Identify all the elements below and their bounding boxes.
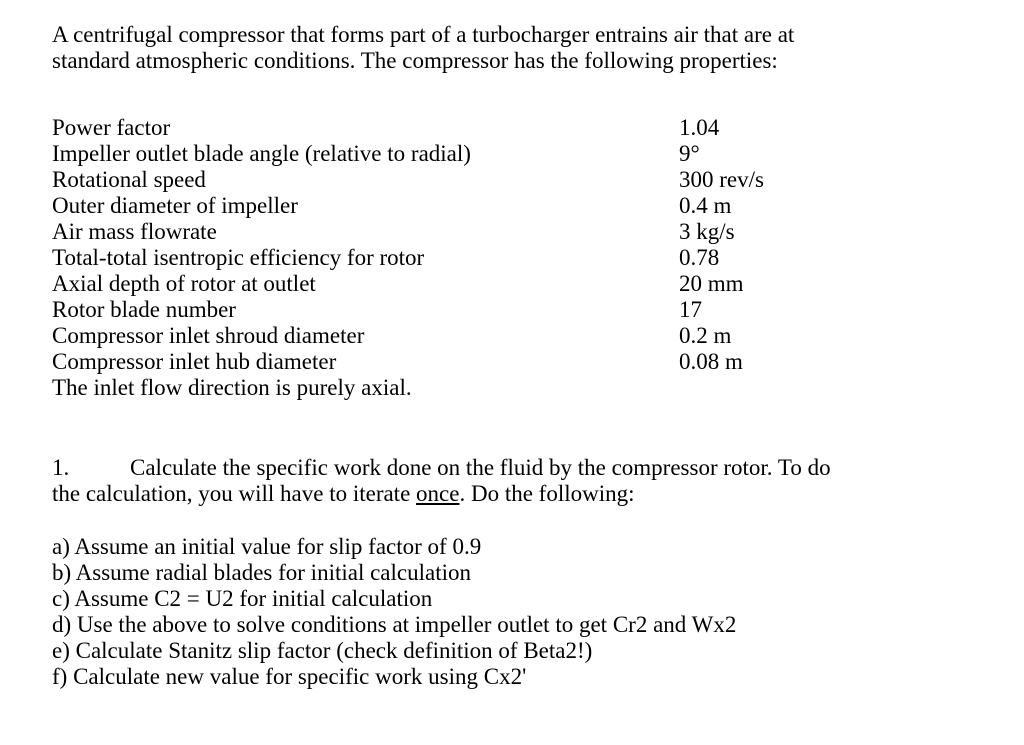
property-label: Impeller outlet blade angle (relative to radial) [52,141,471,166]
property-value: 0.78 [679,245,720,270]
question-text-before: the calculation, you will have to iterate [52,481,417,506]
property-label: Air mass flowrate [52,219,217,244]
property-label: Rotational speed [52,167,206,192]
property-value: 3 kg/s [679,219,735,244]
question-line-1 [52,455,972,481]
property-value: 0.08 m [679,349,743,374]
property-row [52,193,952,219]
intro-line-2: standard atmospheric conditions. The compressor has the following properties: [52,48,778,73]
intro-paragraph [52,22,952,74]
property-value: 1.04 [679,115,720,140]
question-text-after: . Do the following: [459,481,635,506]
question-line-2 [52,481,972,507]
property-row [52,349,952,375]
property-row [52,271,952,297]
property-value: 20 mm [679,271,744,296]
property-value: 17 [679,297,702,322]
steps-list [52,534,952,690]
properties-table [52,115,952,401]
property-row [52,115,952,141]
property-row [52,245,952,271]
property-label: Outer diameter of impeller [52,193,298,218]
question-1 [52,455,972,507]
property-value: 0.2 m [679,323,732,348]
property-label: Compressor inlet shroud diameter [52,323,365,348]
property-label: Axial depth of rotor at outlet [52,271,316,296]
question-number: 1. [52,455,70,480]
property-row [52,219,952,245]
property-value: 9° [679,141,700,166]
inlet-flow-note: The inlet flow direction is purely axial. [52,375,412,400]
step-item: d) Use the above to solve conditions at impeller outlet to get Cr2 and Wx2 [52,612,737,637]
question-text-line-1: Calculate the specific work done on the fluid by the compressor rotor. To do [130,455,831,480]
property-value: 300 rev/s [679,167,764,192]
property-label: Power factor [52,115,171,140]
property-row [52,141,952,167]
property-row [52,323,952,349]
property-row [52,297,952,323]
step-item: b) Assume radial blades for initial calculation [52,560,471,585]
property-label: Total-total isentropic efficiency for rotor [52,245,425,270]
step-item: a) Assume an initial value for slip factor of 0.9 [52,534,482,559]
step-item: f) Calculate new value for specific work using Cx2' [52,664,527,689]
intro-line-1: A centrifugal compressor that forms part of a turbocharger entrains air that are at [52,22,795,47]
property-value: 0.4 m [679,193,732,218]
property-label: Compressor inlet hub diameter [52,349,337,374]
property-row [52,167,952,193]
property-label: Rotor blade number [52,297,236,322]
step-item: e) Calculate Stanitz slip factor (check definition of Beta2!) [52,638,593,663]
question-text-underlined: once [416,481,460,506]
step-item: c) Assume C2 = U2 for initial calculation [52,586,433,611]
